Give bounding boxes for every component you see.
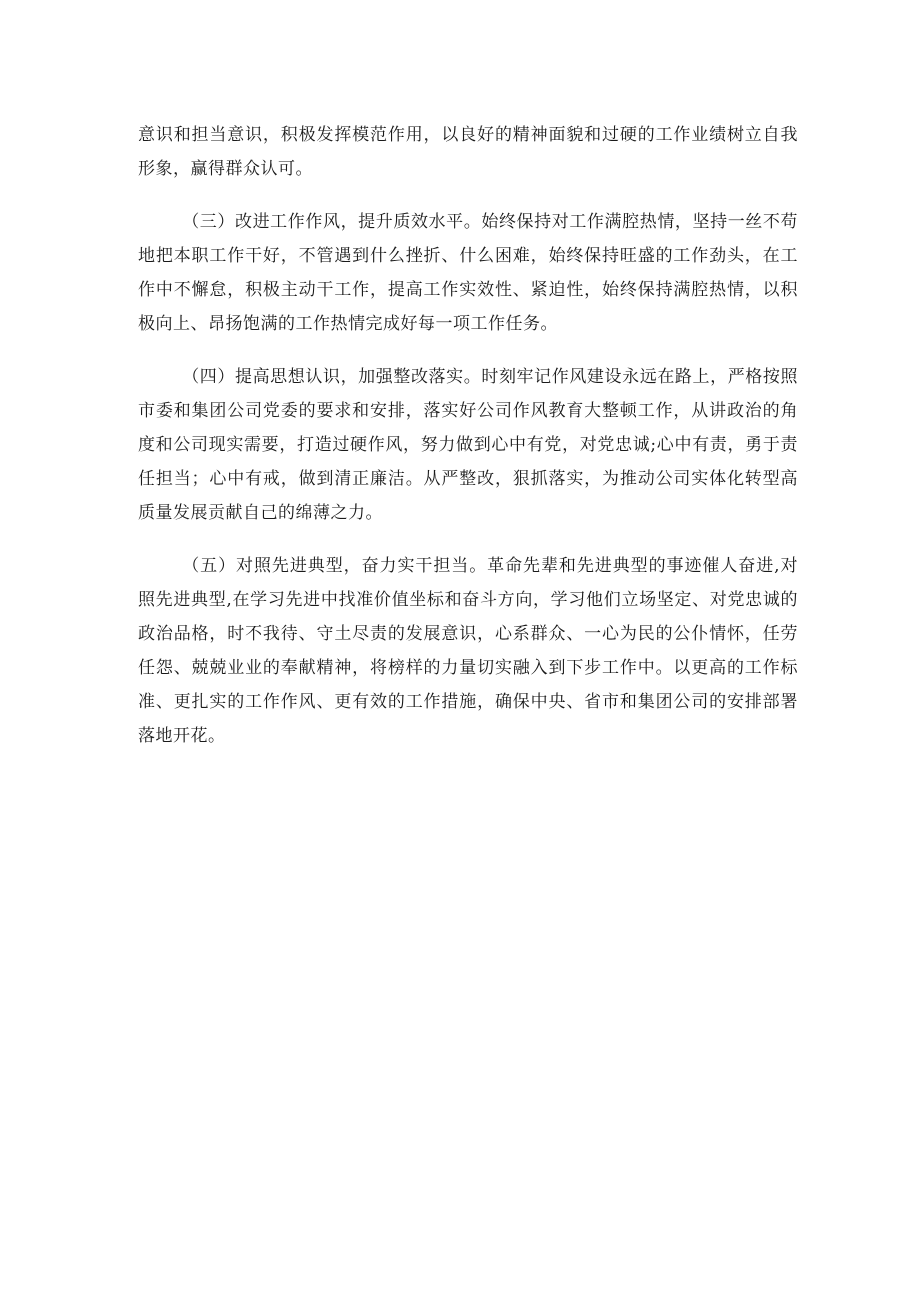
document-body <box>138 118 798 772</box>
paragraph-section-5: （五）对照先进典型，奋力实干担当。革命先辈和先进典型的事迹催人奋进,对照先进典型,在学习先进中找准价值坐标和奋斗方向，学习他们立场坚定、对党忠诚的政治品格，时不我待、守土尽责的发展意识，心系群众、一心为民的公仆情怀，任劳任怨、兢兢业业的奉献精神，将榜样的力量切实融入到下步工作中。以更高的工作标准、更扎实的工作作风、更有效的工作措施，确保中央、省市和集团公司的安排部署落地开花。 <box>138 556 798 746</box>
paragraph-section-3: （三）改进工作作风，提升质效水平。始终保持对工作满腔热情，坚持一丝不苟地把本职工作干好，不管遇到什么挫折、什么困难，始终保持旺盛的工作劲头，在工作中不懈怠，积极主动干工作，提高工作实效性、紧迫性，始终保持满腔热情，以积极向上、昂扬饱满的工作热情完成好每一项工作任务。 <box>138 212 798 334</box>
paragraph-continued: 意识和担当意识，积极发挥模范作用，以良好的精神面貌和过硬的工作业绩树立自我形象，赢得群众认可。 <box>138 125 798 179</box>
paragraph-section-4: （四）提高思想认识，加强整改落实。时刻牢记作风建设永远在路上，严格按照市委和集团公司党委的要求和安排，落实好公司作风教育大整顿工作，从讲政治的角度和公司现实需要，打造过硬作风，努力做到心中有党，对党忠诚;心中有责，勇于责任担当；心中有戒，做到清正廉洁。从严整改，狠抓落实，为推动公司实体化转型高质量发展贡献自己的绵薄之力。 <box>138 367 798 523</box>
